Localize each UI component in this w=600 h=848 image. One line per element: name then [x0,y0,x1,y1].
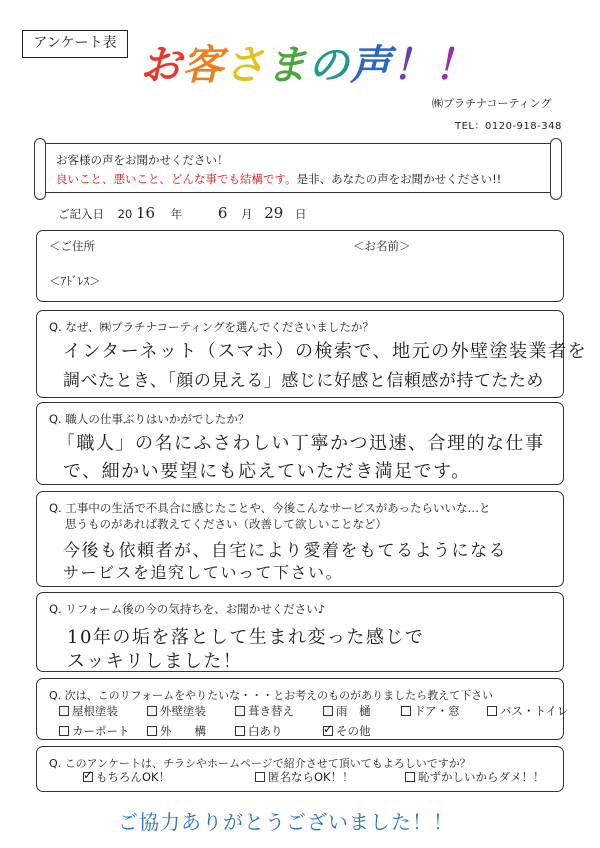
question-4-answer-line1: 10年の垢を落として生まれ変った感じで [67,627,425,648]
option-label: 雨 樋 [336,704,371,718]
banner-line1: お客様の声をお聞かせください！ [56,153,229,167]
address-box [36,230,564,302]
option-checkbox[interactable] [235,703,294,719]
question-1-box [36,310,588,398]
question-1-text: Q. なぜ、㈱プラチナコーティングを選んでくださいましたか？ [49,320,374,334]
question-4-answer-line2: スッキリしました！ [67,651,243,672]
question-5-box [36,678,569,740]
option-checkbox[interactable] [235,723,283,739]
checkbox-icon[interactable] [487,706,497,716]
checkbox-icon[interactable] [235,726,245,736]
title-char: ！ [392,41,434,89]
question-2-text: Q. 職人の仕事ぶりはいかがでしたか？ [49,412,250,426]
option-label: 白あり [248,724,283,738]
phone-number: TEL：0120-918-348 [455,121,562,132]
title-char: さ [224,41,266,89]
question-5-text: Q. 次は、このリフォームをやりたいな・・・とお考えのものがありましたら教えて下さい [49,689,494,702]
option-checkbox[interactable] [59,703,118,719]
date-month-value: 6 [217,204,228,222]
checkbox-icon[interactable] [405,772,415,782]
checkbox-icon[interactable] [147,706,157,716]
date-day-label: 日 [294,207,307,221]
name-field-label: ＜お名前＞ [353,239,411,253]
checkbox-icon[interactable] [147,726,157,736]
question-3-text: Q. 工事中の生活で不具合に感じたことや、今後こんなサービスがあったらいいな…と [49,501,491,515]
question-2-box [36,402,564,485]
option-checkbox[interactable] [405,769,545,785]
company-name: ㈱プラチナコーティング [432,97,552,110]
banner-red-text: 良いこと、悪いこと、どんな事でも結構です。 [56,172,297,186]
question-2-answer-line1: 「職人」の名にふさわしい丁寧かつ迅速、合理的な仕事 [57,433,545,454]
option-label: ドア・窓 [414,704,460,718]
question-3-answer-line2: サービスを追究していって下さい。 [63,563,344,582]
question-6-box [36,746,564,792]
option-label: 外 構 [160,724,206,738]
date-era: 20 [117,207,133,221]
email-field-label: ＜ｱﾄﾞﾚｽ＞ [49,274,101,288]
checkbox-checked-icon[interactable] [83,772,93,782]
date-month-label: 月 [241,207,253,221]
option-checkbox[interactable] [487,703,568,719]
title-char: 客 [182,41,224,89]
option-checkbox[interactable] [255,769,354,785]
banner-rest-text: 是非、あなたの声をお聞かせください!! [296,172,502,186]
option-label: カーポート [72,724,130,738]
checkbox-icon[interactable] [401,706,411,716]
checkbox-icon[interactable] [255,772,265,782]
option-label: 葺き替え [248,704,294,718]
checkbox-icon[interactable] [59,706,69,716]
date-label: ご記入日 [58,207,104,221]
option-label: 屋根塗装 [72,704,118,718]
question-3-answer-line1: 今後も依頼者が、自宅により愛着をもてるようになる [63,541,507,561]
title-char: 声 [350,41,392,89]
title-char: お [140,41,182,89]
title-char: の [308,41,350,89]
option-checkbox[interactable] [401,703,460,719]
title-char: ！ [434,41,476,89]
option-checkbox[interactable] [83,769,170,785]
option-checkbox[interactable] [147,703,206,719]
option-checkbox[interactable] [323,703,371,719]
intro-banner [38,143,558,193]
question-4-box [36,592,564,672]
option-checkbox[interactable] [147,723,206,739]
date-year-label: 年 [170,207,183,221]
question-4-text: Q. リフォーム後の今の気持ちを、お聞かせください♪ [49,602,326,616]
question-3-box [36,491,564,587]
date-day-value: 29 [264,204,284,222]
date-row [58,204,306,222]
option-label: 匿名ならOK！！ [268,770,354,784]
address-field-label: ＜ご住所 [49,239,95,253]
option-label: もちろんOK！ [96,770,171,784]
option-label: 外壁塗装 [160,704,206,718]
question-3-text-line2: 思うものがあれば教えてください（改善して欲しいことなど） [65,517,387,531]
title-char: ま [266,41,308,89]
main-title [140,32,476,91]
question-1-answer-line2: 調べたとき、「顔の見える」感じに好感と信頼感が持てたため [63,371,544,391]
checkbox-icon[interactable] [59,726,69,736]
checkbox-icon[interactable] [235,706,245,716]
question-1-answer-line1: インターネット（スマホ）の検索で、地元の外壁塗装業者を [63,341,588,362]
question-6-text: Q. このアンケートは、チラシやホームページで紹介させて頂いてもよろしいですか？ [49,757,471,770]
option-label: その他 [336,724,371,738]
checkbox-checked-icon[interactable] [323,726,333,736]
date-year-value: 16 [135,204,156,222]
thanks-message: ご協力ありがとうございました！！ [118,810,454,834]
option-label: バス・トイレ [500,704,569,718]
option-label: 恥ずかしいからダメ！！ [418,770,545,784]
question-2-answer-line2: で、細かい要望にも応えていただき満足です。 [63,461,471,482]
banner-line2 [56,171,501,187]
option-checkbox[interactable] [59,723,130,739]
option-checkbox[interactable] [323,723,371,739]
checkbox-icon[interactable] [323,706,333,716]
survey-tag: アンケート表 [22,30,128,58]
